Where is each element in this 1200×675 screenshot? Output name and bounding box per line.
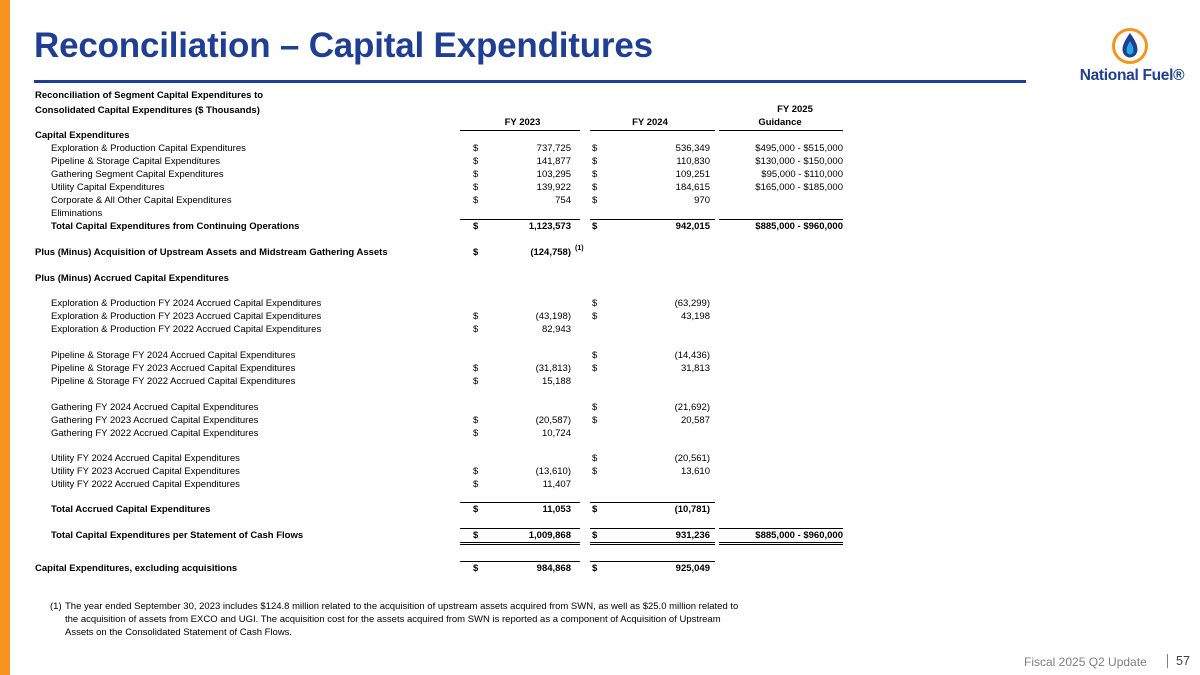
double-underline bbox=[460, 542, 580, 543]
row-label: Total Capital Expenditures from Continuing Operations bbox=[51, 221, 300, 232]
fy2025-guidance: $885,000 - $960,000 bbox=[755, 221, 843, 232]
table-row bbox=[35, 246, 845, 259]
fy2024-dollar: $ bbox=[592, 169, 598, 180]
fy2024-value: 13,610 bbox=[680, 466, 710, 477]
left-accent-bar bbox=[0, 0, 10, 675]
fy2023-value: 11,407 bbox=[542, 479, 571, 490]
double-underline bbox=[460, 544, 580, 545]
table-row bbox=[35, 562, 845, 575]
row-label: Gathering Segment Capital Expenditures bbox=[51, 169, 224, 180]
fy2024-dollar: $ bbox=[592, 350, 598, 361]
table-row bbox=[35, 310, 845, 323]
double-underline bbox=[590, 544, 715, 545]
table-row bbox=[35, 478, 845, 491]
col-header-fy2025: FY 2025 bbox=[777, 104, 813, 115]
table-row bbox=[35, 297, 845, 310]
fy2023-dollar: $ bbox=[473, 221, 479, 232]
row-label: Pipeline & Storage FY 2022 Accrued Capital Expenditures bbox=[51, 376, 296, 387]
table-row bbox=[35, 427, 845, 440]
footnote-mark: (1) bbox=[50, 601, 62, 612]
table-row bbox=[35, 414, 845, 427]
fy2024-value: 20,587 bbox=[680, 415, 710, 426]
fy2024-dollar: $ bbox=[592, 415, 598, 426]
table-row bbox=[35, 465, 845, 478]
fy2024-value: 536,349 bbox=[675, 143, 710, 154]
fy2025-guidance: $130,000 - $150,000 bbox=[755, 156, 843, 167]
table-row bbox=[35, 375, 845, 388]
page-number: 57 bbox=[1176, 654, 1190, 668]
table-row bbox=[35, 362, 845, 375]
row-label: Capital Expenditures, excluding acquisitions bbox=[35, 563, 238, 574]
fy2023-value: 984,868 bbox=[536, 563, 571, 574]
fy2023-dollar: $ bbox=[473, 156, 479, 167]
fy2024-dollar: $ bbox=[592, 530, 598, 541]
table-row bbox=[35, 181, 845, 194]
row-label: Pipeline & Storage FY 2023 Accrued Capital Expenditures bbox=[51, 363, 296, 374]
fy2023-dollar: $ bbox=[473, 169, 479, 180]
fy2023-value: (13,610) bbox=[535, 466, 571, 477]
fy2024-value: 43,198 bbox=[680, 311, 710, 322]
footer-label: Fiscal 2025 Q2 Update bbox=[1024, 655, 1147, 669]
double-underline bbox=[590, 542, 715, 543]
page-title: Reconciliation – Capital Expenditures bbox=[34, 26, 653, 65]
row-label: Gathering FY 2024 Accrued Capital Expenditures bbox=[51, 402, 259, 413]
fy2023-dollar: $ bbox=[473, 363, 479, 374]
fy2024-value: 110,830 bbox=[676, 156, 710, 167]
fy2024-value: (21,692) bbox=[674, 402, 710, 413]
table-heading-line2: Consolidated Capital Expenditures ($ Thousands) bbox=[35, 105, 260, 116]
fy2024-value: 970 bbox=[694, 195, 710, 206]
fy2023-dollar: $ bbox=[473, 466, 479, 477]
row-label: Total Capital Expenditures per Statement of Cash Flows bbox=[51, 530, 304, 541]
national-fuel-logo bbox=[1074, 27, 1190, 87]
fy2024-dollar: $ bbox=[592, 221, 598, 232]
fy2023-dollar: $ bbox=[473, 182, 479, 193]
title-underline bbox=[34, 80, 1026, 83]
fy2025-guidance: $885,000 - $960,000 bbox=[755, 530, 843, 541]
row-label: Exploration & Production FY 2023 Accrued Capital Expenditures bbox=[51, 311, 322, 322]
row-label: Gathering FY 2023 Accrued Capital Expenditures bbox=[51, 415, 259, 426]
fy2023-dollar: $ bbox=[473, 530, 479, 541]
table-row-total bbox=[35, 220, 845, 233]
fy2024-value: (20,561) bbox=[674, 453, 710, 464]
table-row bbox=[35, 323, 845, 336]
fy2024-value: 931,236 bbox=[675, 530, 710, 541]
fy2024-dollar: $ bbox=[592, 466, 598, 477]
row-label: Exploration & Production FY 2024 Accrued Capital Expenditures bbox=[51, 298, 322, 309]
fy2023-dollar: $ bbox=[473, 195, 479, 206]
row-label: Gathering FY 2022 Accrued Capital Expenditures bbox=[51, 428, 259, 439]
row-label: Plus (Minus) Accrued Capital Expenditures bbox=[35, 273, 229, 284]
fy2023-value: 139,922 bbox=[536, 182, 571, 193]
row-label: Utility FY 2022 Accrued Capital Expenditures bbox=[51, 479, 240, 490]
footnote-marker: (1) bbox=[575, 245, 584, 252]
row-label: Utility FY 2024 Accrued Capital Expenditures bbox=[51, 453, 240, 464]
fy2024-dollar: $ bbox=[592, 143, 598, 154]
fy2024-value: 942,015 bbox=[675, 221, 710, 232]
row-label: Total Accrued Capital Expenditures bbox=[51, 504, 211, 515]
fy2024-dollar: $ bbox=[592, 363, 598, 374]
table-row bbox=[35, 272, 845, 285]
fy2024-dollar: $ bbox=[592, 311, 598, 322]
fy2023-value: 103,295 bbox=[536, 169, 571, 180]
fy2024-dollar: $ bbox=[592, 504, 598, 515]
fy2024-dollar: $ bbox=[592, 156, 598, 167]
fy2023-value: 1,123,573 bbox=[528, 221, 571, 232]
table-row bbox=[35, 155, 845, 168]
fy2023-dollar: $ bbox=[473, 504, 479, 515]
fy2024-value: (14,436) bbox=[674, 350, 710, 361]
table-row bbox=[35, 142, 845, 155]
fy2023-dollar: $ bbox=[473, 247, 479, 258]
fy2023-value: 754 bbox=[555, 195, 571, 206]
fy2024-value: 31,813 bbox=[680, 363, 710, 374]
fy2023-value: (31,813) bbox=[535, 363, 571, 374]
row-label: Corporate & All Other Capital Expenditures bbox=[51, 195, 232, 206]
fy2023-value: (124,758) bbox=[530, 247, 571, 258]
fy2023-dollar: $ bbox=[473, 311, 479, 322]
row-label: Exploration & Production Capital Expenditures bbox=[51, 143, 246, 154]
fy2023-dollar: $ bbox=[473, 376, 479, 387]
table-row bbox=[35, 129, 845, 142]
fy2023-value: 737,725 bbox=[536, 143, 571, 154]
fy2023-dollar: $ bbox=[473, 415, 479, 426]
fy2023-value: 1,009,868 bbox=[528, 530, 571, 541]
table-row-total bbox=[35, 503, 845, 516]
fy2023-value: 15,188 bbox=[541, 376, 571, 387]
row-label: Utility Capital Expenditures bbox=[51, 182, 165, 193]
row-label: Exploration & Production FY 2022 Accrued Capital Expenditures bbox=[51, 324, 322, 335]
table-row bbox=[35, 168, 845, 181]
fy2024-value: (10,781) bbox=[674, 504, 710, 515]
fy2023-dollar: $ bbox=[473, 324, 479, 335]
col-header-fy2024: FY 2024 bbox=[632, 117, 668, 128]
fy2023-value: (43,198) bbox=[535, 311, 571, 322]
logo-wordmark: National Fuel® bbox=[1079, 67, 1185, 84]
fy2025-guidance: $95,000 - $110,000 bbox=[761, 169, 843, 180]
fy2024-dollar: $ bbox=[592, 402, 598, 413]
table-row bbox=[35, 452, 845, 465]
fy2024-value: 109,251 bbox=[675, 169, 710, 180]
fy2023-dollar: $ bbox=[473, 143, 479, 154]
col-header-guidance: Guidance bbox=[758, 117, 802, 128]
fy2023-dollar: $ bbox=[473, 563, 479, 574]
double-underline bbox=[719, 542, 843, 543]
fy2025-guidance: $165,000 - $185,000 bbox=[755, 182, 843, 193]
fy2023-dollar: $ bbox=[473, 428, 479, 439]
fy2024-dollar: $ bbox=[592, 195, 598, 206]
fy2024-value: (63,299) bbox=[674, 298, 710, 309]
fy2023-value: 82,943 bbox=[541, 324, 571, 335]
row-label: Plus (Minus) Acquisition of Upstream Assets and Midstream Gathering Assets bbox=[35, 247, 388, 258]
footnote-text: The year ended September 30, 2023 includes $124.8 million related to the acquisition of upstream assets acquired from SWN, as well as $25.0 million related to the acquisition of assets from EXCO and UGI. The acquisition cost for the assets acquired from SWN is reported as a component of Acquisition of Upstream Assets on the Consolidated Statement of Cash Flows. bbox=[65, 601, 739, 638]
fy2024-value: 184,615 bbox=[675, 182, 710, 193]
fy2023-value: 11,053 bbox=[542, 504, 571, 515]
row-label: Pipeline & Storage FY 2024 Accrued Capital Expenditures bbox=[51, 350, 296, 361]
fy2023-value: (20,587) bbox=[535, 415, 571, 426]
fy2023-value: 141,877 bbox=[536, 156, 571, 167]
fy2023-value: 10,724 bbox=[541, 428, 571, 439]
row-label: Capital Expenditures bbox=[35, 130, 130, 141]
table-row bbox=[35, 349, 845, 362]
fy2024-dollar: $ bbox=[592, 563, 598, 574]
col-header-fy2023: FY 2023 bbox=[504, 117, 541, 128]
fy2023-dollar: $ bbox=[473, 479, 479, 490]
double-underline bbox=[719, 544, 843, 545]
fy2024-dollar: $ bbox=[592, 182, 598, 193]
row-label: Pipeline & Storage Capital Expenditures bbox=[51, 156, 220, 167]
row-label: Utility FY 2023 Accrued Capital Expenditures bbox=[51, 466, 240, 477]
table-row bbox=[35, 194, 845, 207]
table-heading-line1: Reconciliation of Segment Capital Expenditures to bbox=[35, 90, 264, 101]
flame-drop-icon bbox=[1110, 27, 1154, 67]
table-row-grand-total bbox=[35, 529, 845, 542]
table-row bbox=[35, 401, 845, 414]
footer-separator bbox=[1167, 654, 1168, 668]
row-label: Eliminations bbox=[51, 208, 103, 219]
fy2024-dollar: $ bbox=[592, 453, 598, 464]
fy2024-value: 925,049 bbox=[675, 563, 710, 574]
fy2025-guidance: $495,000 - $515,000 bbox=[755, 143, 843, 154]
fy2024-dollar: $ bbox=[592, 298, 598, 309]
